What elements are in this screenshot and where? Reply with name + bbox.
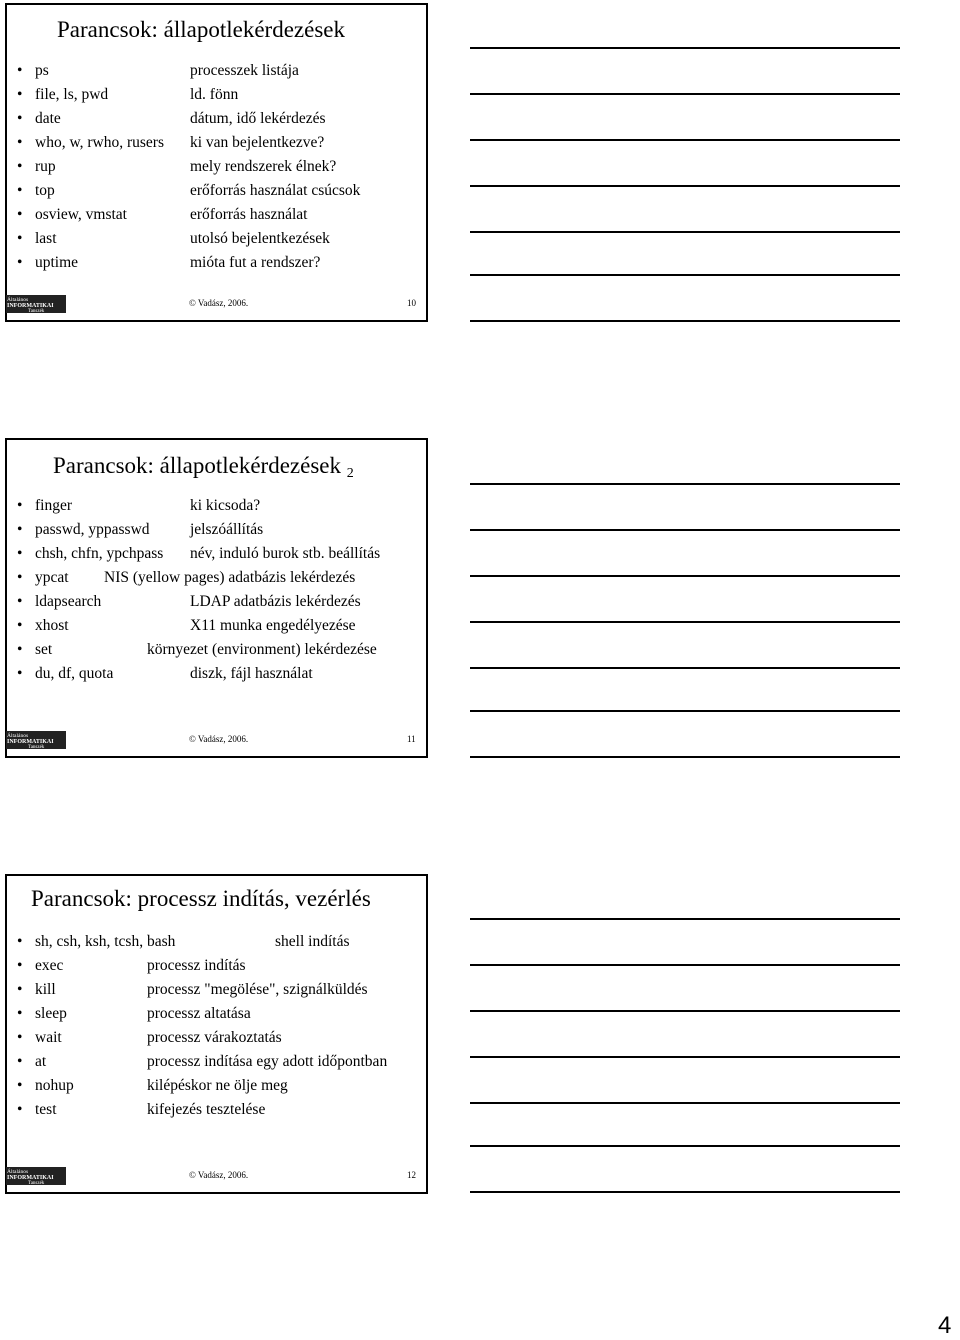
department-logo <box>6 1167 66 1185</box>
note-line <box>470 231 900 233</box>
note-line <box>470 918 900 920</box>
command-name: ldapsearch <box>35 593 102 610</box>
command-description: X11 munka engedélyezése <box>190 617 356 634</box>
copyright: © Vadász, 2006. <box>189 1170 249 1180</box>
bullet-icon: • <box>17 254 23 271</box>
command-name: file, ls, pwd <box>35 86 109 103</box>
note-line <box>470 621 900 623</box>
bullet-icon: • <box>17 1029 23 1046</box>
command-name: date <box>35 110 61 127</box>
note-line <box>470 47 900 49</box>
command-description: processz "megölése", szignálküldés <box>147 981 368 998</box>
command-name: test <box>35 1101 57 1118</box>
department-logo <box>6 295 66 313</box>
svg-text:INFORMATIKAI: INFORMATIKAI <box>7 303 54 309</box>
note-line <box>470 964 900 966</box>
command-description: processz indítás <box>147 957 246 974</box>
command-name: nohup <box>35 1077 74 1094</box>
bullet-icon: • <box>17 933 23 950</box>
command-description: diszk, fájl használat <box>190 665 313 682</box>
command-description: kifejezés tesztelése <box>147 1101 266 1118</box>
command-name: chsh, chfn, ypchpass <box>35 545 164 562</box>
slide-footer <box>7 292 426 312</box>
slide-11 <box>5 438 428 758</box>
command-description: ki kicsoda? <box>190 497 261 514</box>
svg-text:Általános: Általános <box>7 1169 29 1175</box>
bullet-icon: • <box>17 158 23 175</box>
svg-text:Általános: Általános <box>7 297 29 303</box>
svg-text:INFORMATIKAI: INFORMATIKAI <box>7 739 54 745</box>
command-name: kill <box>35 981 56 998</box>
note-line <box>470 1102 900 1104</box>
svg-text:Általános: Általános <box>7 733 29 739</box>
command-name: at <box>35 1053 47 1070</box>
bullet-icon: • <box>17 230 23 247</box>
command-description: ld. fönn <box>190 86 239 103</box>
command-description: NIS (yellow pages) adatbázis lekérdezés <box>104 569 356 586</box>
bullet-icon: • <box>17 62 23 79</box>
note-line <box>470 1010 900 1012</box>
command-description: utolsó bejelentkezések <box>190 230 330 247</box>
bullet-icon: • <box>17 497 23 514</box>
note-line <box>470 1056 900 1058</box>
command-description: processz altatása <box>147 1005 251 1022</box>
note-line <box>470 710 900 712</box>
note-line <box>470 1191 900 1193</box>
command-name: wait <box>35 1029 62 1046</box>
command-name: top <box>35 182 55 199</box>
bullet-icon: • <box>17 110 23 127</box>
slide-number: 10 <box>407 298 416 308</box>
command-name: last <box>35 230 57 247</box>
note-line <box>470 667 900 669</box>
bullet-icon: • <box>17 641 23 658</box>
command-name: rup <box>35 158 56 175</box>
note-line <box>470 575 900 577</box>
slide-12 <box>5 874 428 1194</box>
command-name: xhost <box>35 617 69 634</box>
bullet-icon: • <box>17 545 23 562</box>
command-description: környezet (environment) lekérdezése <box>147 641 377 658</box>
command-description: erőforrás használat <box>190 206 308 223</box>
note-line <box>470 93 900 95</box>
command-name: who, w, rwho, rusers <box>35 134 165 151</box>
command-description: erőforrás használat csúcsok <box>190 182 361 199</box>
command-name: exec <box>35 957 64 974</box>
bullet-icon: • <box>17 1101 23 1118</box>
command-name: du, df, quota <box>35 665 114 682</box>
svg-text:Tanszék: Tanszék <box>28 745 45 749</box>
command-name: set <box>35 641 53 658</box>
department-logo <box>6 731 66 749</box>
bullet-icon: • <box>17 1005 23 1022</box>
bullet-icon: • <box>17 1053 23 1070</box>
slide-title: Parancsok: állapotlekérdezések <box>57 17 346 42</box>
slide-footer <box>7 728 426 748</box>
bullet-icon: • <box>17 521 23 538</box>
command-description: kilépéskor ne ölje meg <box>147 1077 288 1094</box>
svg-text:Tanszék: Tanszék <box>28 1181 45 1185</box>
command-name: sleep <box>35 1005 67 1022</box>
command-description: LDAP adatbázis lekérdezés <box>190 593 361 610</box>
command-name: ypcat <box>35 569 69 586</box>
command-description: shell indítás <box>275 933 350 950</box>
note-line <box>470 1145 900 1147</box>
command-description: jelszóállítás <box>190 521 264 538</box>
command-description: mióta fut a rendszer? <box>190 254 321 271</box>
copyright: © Vadász, 2006. <box>189 734 249 744</box>
bullet-icon: • <box>17 593 23 610</box>
bullet-icon: • <box>17 617 23 634</box>
copyright: © Vadász, 2006. <box>189 298 249 308</box>
bullet-icon: • <box>17 86 23 103</box>
command-description: processz várakoztatás <box>147 1029 282 1046</box>
command-name: uptime <box>35 254 79 271</box>
slide-title: Parancsok: processz indítás, vezérlés <box>31 886 371 911</box>
command-name: finger <box>35 497 73 514</box>
bullet-icon: • <box>17 569 23 586</box>
command-description: processzek listája <box>190 62 299 79</box>
svg-text:Tanszék: Tanszék <box>28 309 45 313</box>
command-name: passwd, yppasswd <box>35 521 150 538</box>
slide-title: Parancsok: állapotlekérdezések $_2$ <box>53 453 354 481</box>
command-name: osview, vmstat <box>35 206 127 223</box>
note-line <box>470 139 900 141</box>
slide-number: 11 <box>407 734 416 744</box>
note-line <box>470 756 900 758</box>
command-description: dátum, idő lekérdezés <box>190 110 326 127</box>
bullet-icon: • <box>17 957 23 974</box>
note-line <box>470 529 900 531</box>
bullet-icon: • <box>17 981 23 998</box>
bullet-icon: • <box>17 1077 23 1094</box>
bullet-icon: • <box>17 665 23 682</box>
bullet-icon: • <box>17 182 23 199</box>
note-line <box>470 320 900 322</box>
command-name: sh, csh, ksh, tcsh, bash <box>35 933 176 950</box>
svg-text:INFORMATIKAI: INFORMATIKAI <box>7 1175 54 1181</box>
note-line <box>470 483 900 485</box>
slide-10 <box>5 3 428 322</box>
page-number: 4 <box>938 1312 952 1339</box>
command-description: processz indítása egy adott időpontban <box>147 1053 388 1070</box>
command-description: ki van bejelentkezve? <box>190 134 325 151</box>
command-description: név, induló burok stb. beállítás <box>190 545 381 562</box>
note-line <box>470 185 900 187</box>
bullet-icon: • <box>17 206 23 223</box>
note-line <box>470 274 900 276</box>
command-description: mely rendszerek élnek? <box>190 158 337 175</box>
slide-footer <box>7 1164 426 1184</box>
bullet-icon: • <box>17 134 23 151</box>
slide-number: 12 <box>407 1170 416 1180</box>
command-name: ps <box>35 62 49 79</box>
